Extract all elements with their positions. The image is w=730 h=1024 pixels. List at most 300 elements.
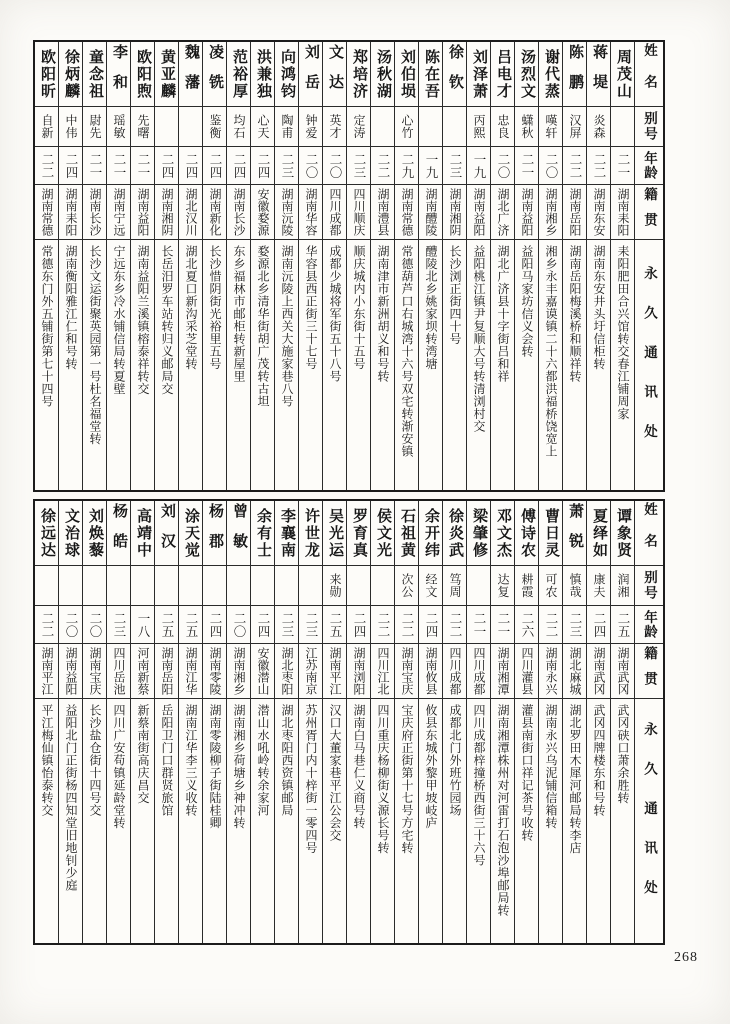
person-address: 新蔡南街高庆昌交	[131, 698, 154, 943]
person-column	[154, 501, 178, 943]
person-address: 成都北门外班竹园场	[443, 698, 466, 943]
person-column	[226, 42, 250, 490]
person-alias	[371, 565, 394, 605]
person-address: 汉口大董家巷平江公会交	[323, 698, 346, 943]
person-origin: 湖南长沙	[227, 184, 250, 239]
person-alias: 次公	[395, 565, 418, 605]
person-column	[370, 501, 394, 943]
person-column	[298, 501, 322, 943]
person-alias	[227, 565, 250, 605]
person-alias	[203, 565, 226, 605]
person-alias: 蟏秋	[515, 106, 538, 146]
person-name: 刘泽萧	[471, 48, 487, 100]
person-age: 二二	[371, 146, 394, 184]
person-alias	[419, 106, 442, 146]
person-address: 湖南东安井头圩信柜转	[587, 239, 610, 490]
person-address: 湖南岳阳梅溪桥和顺祥转	[563, 239, 586, 490]
person-address: 湖南零陵柳子街陆桂卿	[203, 698, 226, 943]
person-age: 二四	[251, 146, 274, 184]
person-column	[562, 501, 586, 943]
person-name: 郑培济	[351, 48, 367, 100]
person-age: 二三	[275, 605, 298, 643]
person-column	[538, 501, 562, 943]
person-alias: 经文	[419, 565, 442, 605]
person-column	[298, 42, 322, 490]
person-age: 二〇	[299, 146, 322, 184]
person-age: 二一	[611, 146, 634, 184]
person-origin: 湖南耒阳	[611, 184, 634, 239]
person-origin: 湖南湘阴	[443, 184, 466, 239]
person-column	[418, 501, 442, 943]
person-column	[35, 42, 58, 490]
person-name: 陈鹏	[567, 44, 583, 104]
person-age: 二一	[491, 605, 514, 643]
person-address: 长沙惜阴街光裕里五号	[203, 239, 226, 490]
person-address: 武冈硖口萧余胜转	[611, 698, 634, 943]
person-address: 常德东门外五铺街第七十四号	[35, 239, 58, 490]
header-address-label: 永久通讯处	[635, 698, 663, 943]
person-name: 徐远达	[39, 507, 55, 559]
header-alias-label: 别号	[635, 106, 663, 146]
person-column	[346, 501, 370, 943]
person-age: 二一	[107, 146, 130, 184]
person-address: 四川重庆杨柳街义源长号转	[371, 698, 394, 943]
person-address: 湖南湘潭株州对河雷打石泡沙埠邮局转	[491, 698, 514, 943]
person-age: 二三	[107, 605, 130, 643]
person-name: 涂天觉	[183, 507, 199, 559]
person-name: 许世龙	[303, 507, 319, 559]
person-origin: 湖南益阳	[131, 184, 154, 239]
person-age: 二二	[539, 605, 562, 643]
person-name: 徐钦	[447, 44, 463, 104]
person-origin: 湖南平江	[323, 643, 346, 698]
person-age: 二四	[155, 146, 178, 184]
person-alias: 瑶敏	[107, 106, 130, 146]
person-name: 范裕厚	[231, 48, 247, 100]
person-origin: 四川成都	[443, 643, 466, 698]
person-address: 灌县南街口祥记茶号收转	[515, 698, 538, 943]
person-age: 二四	[203, 146, 226, 184]
person-name: 欧阳昕	[39, 48, 55, 100]
person-origin: 湖南永兴	[539, 643, 562, 698]
person-age: 二〇	[83, 605, 106, 643]
person-column	[418, 42, 442, 490]
person-address: 长岳汨罗车站转归义邮局交	[155, 239, 178, 490]
header-alias-label: 别号	[635, 565, 663, 605]
person-column	[442, 42, 466, 490]
person-alias: 耕霞	[515, 565, 538, 605]
person-address: 长沙浏正街四十号	[443, 239, 466, 490]
person-column	[250, 501, 274, 943]
person-origin: 安徽婺源	[251, 184, 274, 239]
person-name: 刘焕藜	[87, 507, 103, 559]
person-address: 婺源北乡清华街胡广茂转古坦	[251, 239, 274, 490]
person-alias: 定涛	[347, 106, 370, 146]
person-column	[394, 42, 418, 490]
person-age: 一九	[419, 146, 442, 184]
person-name: 吴光运	[327, 507, 343, 559]
person-name: 凌铣	[207, 44, 223, 104]
person-address: 苏州胥门内十梓街一零四号	[299, 698, 322, 943]
header-column	[634, 42, 663, 490]
person-column	[178, 501, 202, 943]
person-column	[178, 42, 202, 490]
person-alias	[83, 565, 106, 605]
person-name: 徐炎武	[447, 507, 463, 559]
person-age: 二二	[371, 605, 394, 643]
person-alias	[251, 565, 274, 605]
page-number: 268	[674, 950, 698, 965]
person-address: 岳阳卫门口群贤旅馆	[155, 698, 178, 943]
person-column	[562, 42, 586, 490]
person-column	[58, 501, 82, 943]
directory-table-top	[33, 40, 665, 492]
person-column	[490, 501, 514, 943]
person-origin: 湖南益阳	[59, 643, 82, 698]
person-address: 武冈四牌楼东和号转	[587, 698, 610, 943]
person-column	[610, 501, 634, 943]
person-name: 石祖黄	[399, 507, 415, 559]
person-origin: 湖南澧县	[371, 184, 394, 239]
person-name: 萧锐	[567, 503, 583, 563]
person-origin: 湖南益阳	[515, 184, 538, 239]
person-origin: 湖南攸县	[419, 643, 442, 698]
person-column	[322, 501, 346, 943]
person-address: 湖南永兴乌泥铺信箱转	[539, 698, 562, 943]
person-address: 湖南衡阳雅江仁和号转	[59, 239, 82, 490]
person-origin: 湖南新化	[203, 184, 226, 239]
person-column	[130, 42, 154, 490]
header-address-label: 永久通讯处	[635, 239, 663, 490]
person-origin: 湖北汉川	[179, 184, 202, 239]
person-alias: 自新	[35, 106, 58, 146]
person-name: 周茂山	[615, 48, 631, 100]
person-origin: 湖南湘乡	[227, 643, 250, 698]
person-age: 二五	[323, 605, 346, 643]
person-column	[202, 42, 226, 490]
person-name: 陈在吾	[423, 48, 439, 100]
header-age-label: 年龄	[635, 146, 663, 184]
person-name: 文治球	[63, 507, 79, 559]
person-column	[346, 42, 370, 490]
person-name: 童念祖	[87, 48, 103, 100]
person-age: 二三	[443, 146, 466, 184]
person-origin: 湖北枣阳	[275, 643, 298, 698]
person-origin: 河南新蔡	[131, 643, 154, 698]
person-name: 李襄南	[279, 507, 295, 559]
person-address: 湖北夏口新沟采芝堂转	[179, 239, 202, 490]
person-name: 汤烈文	[519, 48, 535, 100]
person-alias: 炎森	[587, 106, 610, 146]
person-name: 杨郡	[207, 503, 223, 563]
person-age: 二九	[395, 146, 418, 184]
person-age: 二〇	[323, 146, 346, 184]
person-alias	[35, 565, 58, 605]
person-address: 顺庆城内小东街十五号	[347, 239, 370, 490]
person-alias	[443, 106, 466, 146]
person-origin: 江苏南京	[299, 643, 322, 698]
person-alias	[179, 565, 202, 605]
person-address: 平江梅仙镇怡泰转交	[35, 698, 58, 943]
person-age: 二二	[395, 605, 418, 643]
person-alias	[155, 106, 178, 146]
person-alias: 润湘	[611, 565, 634, 605]
person-age: 二四	[59, 146, 82, 184]
person-age: 二六	[515, 605, 538, 643]
person-alias: 来勋	[323, 565, 346, 605]
person-alias: 忠良	[491, 106, 514, 146]
person-age: 二五	[179, 605, 202, 643]
person-address: 湖南江华李三义收转	[179, 698, 202, 943]
person-column	[466, 501, 490, 943]
person-alias	[59, 565, 82, 605]
person-origin: 湖南常德	[395, 184, 418, 239]
person-address: 华容县西正街三十七号	[299, 239, 322, 490]
person-alias: 心竹	[395, 106, 418, 146]
person-age: 二一	[83, 146, 106, 184]
person-name: 刘岳	[303, 44, 319, 104]
person-origin: 湖南东安	[587, 184, 610, 239]
person-origin: 湖南宝庆	[395, 643, 418, 698]
person-alias: 鉴衡	[203, 106, 226, 146]
person-alias: 先曙	[131, 106, 154, 146]
person-age: 二二	[35, 146, 58, 184]
person-address: 湖南津市新洲胡义和号转	[371, 239, 394, 490]
person-name: 欧阳煦	[135, 48, 151, 100]
person-column	[202, 501, 226, 943]
person-origin: 湖南宁远	[107, 184, 130, 239]
person-alias	[299, 565, 322, 605]
person-alias	[371, 106, 394, 146]
person-age: 一九	[467, 146, 490, 184]
person-address: 湖北罗田木犀河邮局转李店	[563, 698, 586, 943]
person-origin: 湖南华容	[299, 184, 322, 239]
person-age: 二〇	[227, 605, 250, 643]
person-column	[106, 42, 130, 490]
person-name: 洪兼独	[255, 48, 271, 100]
person-name: 刘汉	[159, 503, 175, 563]
person-name: 魏藩	[183, 44, 199, 104]
person-address: 东乡福林市邮柜转新屋里	[227, 239, 250, 490]
header-origin-label: 籍贯	[635, 643, 663, 698]
person-name: 侯文光	[375, 507, 391, 559]
person-age: 二二	[563, 146, 586, 184]
person-age: 二三	[563, 605, 586, 643]
person-origin: 安徽潜山	[251, 643, 274, 698]
person-age: 二〇	[539, 146, 562, 184]
person-alias: 达复	[491, 565, 514, 605]
person-name: 罗育真	[351, 507, 367, 559]
person-name: 杨皓	[111, 503, 127, 563]
person-name: 夏绎如	[591, 507, 607, 559]
person-age: 二四	[347, 605, 370, 643]
person-origin: 湖南武冈	[587, 643, 610, 698]
person-column	[322, 42, 346, 490]
person-age: 一八	[131, 605, 154, 643]
person-column	[442, 501, 466, 943]
person-alias: 嘆轩	[539, 106, 562, 146]
person-age: 二二	[587, 146, 610, 184]
person-column	[610, 42, 634, 490]
person-alias: 丙熙	[467, 106, 490, 146]
person-address: 宝庆府正街第十七号方宅转	[395, 698, 418, 943]
person-alias: 钟爱	[299, 106, 322, 146]
person-name: 曹日灵	[543, 507, 559, 559]
person-age: 二二	[443, 605, 466, 643]
person-address: 湖南湘乡荷塘乡神冲转	[227, 698, 250, 943]
person-name: 余开纬	[423, 507, 439, 559]
person-alias	[467, 565, 490, 605]
person-alias: 陶甫	[275, 106, 298, 146]
person-name: 蒋堤	[591, 44, 607, 104]
person-age: 二四	[251, 605, 274, 643]
person-column	[514, 501, 538, 943]
person-name: 曾敏	[231, 503, 247, 563]
person-origin: 湖南耒阳	[59, 184, 82, 239]
person-name: 汤秋湖	[375, 48, 391, 100]
person-name: 李和	[111, 44, 127, 104]
person-address: 湘乡永丰嘉谟镇二十六都洪福桥饶宽上	[539, 239, 562, 490]
person-name: 吕电才	[495, 48, 511, 100]
person-column	[58, 42, 82, 490]
person-name: 谢代蒸	[543, 48, 559, 100]
person-address: 潜山水吼岭转余家河	[251, 698, 274, 943]
person-address: 湖北广济县十字街吕和祥	[491, 239, 514, 490]
person-name: 黄亚麟	[159, 48, 175, 100]
person-address: 益阳北门正街杨四知堂旧地钊少庭	[59, 698, 82, 943]
header-origin-label: 籍贯	[635, 184, 663, 239]
person-address: 长沙文运街聚英园第一号杜名福堂转	[83, 239, 106, 490]
person-origin: 湖南平江	[35, 643, 58, 698]
person-origin: 湖南益阳	[467, 184, 490, 239]
person-origin: 湖北广济	[491, 184, 514, 239]
person-address: 攸县东城外黎甲坡岐庐	[419, 698, 442, 943]
person-age: 二三	[347, 146, 370, 184]
person-address: 益阳桃江镇尹复顺大号转清浏村交	[467, 239, 490, 490]
person-column	[35, 501, 58, 943]
person-alias: 慎哉	[563, 565, 586, 605]
person-origin: 湖南岳阳	[563, 184, 586, 239]
person-address: 益阳马家坊信义会转	[515, 239, 538, 490]
person-column	[226, 501, 250, 943]
person-origin: 湖南武冈	[611, 643, 634, 698]
person-alias	[611, 106, 634, 146]
person-age: 二一	[515, 146, 538, 184]
person-age: 二五	[611, 605, 634, 643]
person-address: 湖南白马巷仁义商号转	[347, 698, 370, 943]
person-column	[514, 42, 538, 490]
person-column	[154, 42, 178, 490]
person-origin: 湖南零陵	[203, 643, 226, 698]
person-alias	[275, 565, 298, 605]
person-column	[370, 42, 394, 490]
person-name: 高靖中	[135, 507, 151, 559]
person-age: 二三	[275, 146, 298, 184]
person-alias	[107, 565, 130, 605]
person-age: 二〇	[491, 146, 514, 184]
person-age: 二四	[419, 605, 442, 643]
person-address: 成都少城将军街五十八号	[323, 239, 346, 490]
person-age: 二四	[203, 605, 226, 643]
person-origin: 湖南沅陵	[275, 184, 298, 239]
person-address: 醴陵北乡姚家坝转湾塘	[419, 239, 442, 490]
directory-tables	[33, 40, 665, 945]
directory-table-bottom	[33, 499, 665, 945]
person-alias: 笃周	[443, 565, 466, 605]
person-name: 余有士	[255, 507, 271, 559]
person-alias: 均石	[227, 106, 250, 146]
person-age: 二三	[299, 605, 322, 643]
person-alias: 英才	[323, 106, 346, 146]
person-name: 刘伯埙	[399, 48, 415, 100]
person-age: 二一	[467, 605, 490, 643]
person-origin: 四川成都	[467, 643, 490, 698]
header-name-label: 姓名	[642, 42, 657, 106]
person-alias	[347, 565, 370, 605]
person-column	[466, 42, 490, 490]
person-origin: 湖南湘阴	[155, 184, 178, 239]
person-alias: 可农	[539, 565, 562, 605]
header-column	[634, 501, 663, 943]
person-column	[394, 501, 418, 943]
person-column	[586, 42, 610, 490]
person-name: 徐炳麟	[63, 48, 79, 100]
header-age-label: 年龄	[635, 605, 663, 643]
person-alias: 心天	[251, 106, 274, 146]
person-column	[274, 501, 298, 943]
person-name: 谭象贤	[615, 507, 631, 559]
person-origin: 湖南湘潭	[491, 643, 514, 698]
person-origin: 湖南宝庆	[83, 643, 106, 698]
person-column	[130, 501, 154, 943]
person-origin: 四川江北	[371, 643, 394, 698]
person-column	[586, 501, 610, 943]
person-age: 二二	[35, 605, 58, 643]
person-alias: 汉屏	[563, 106, 586, 146]
person-column	[82, 42, 106, 490]
person-age: 二四	[227, 146, 250, 184]
person-column	[106, 501, 130, 943]
person-alias	[155, 565, 178, 605]
person-origin: 四川岳池	[107, 643, 130, 698]
person-origin: 湖南江华	[179, 643, 202, 698]
person-origin: 湖南浏阳	[347, 643, 370, 698]
person-origin: 湖南岳阳	[155, 643, 178, 698]
person-age: 二一	[131, 146, 154, 184]
person-column	[82, 501, 106, 943]
person-alias: 中伟	[59, 106, 82, 146]
person-column	[538, 42, 562, 490]
person-alias	[131, 565, 154, 605]
person-address: 四川成都梓撞桥西街三十六号	[467, 698, 490, 943]
person-origin: 四川成都	[323, 184, 346, 239]
person-origin: 四川灌县	[515, 643, 538, 698]
person-age: 二四	[587, 605, 610, 643]
person-name: 向鸿钧	[279, 48, 295, 100]
person-column	[250, 42, 274, 490]
person-address: 耒阳肥田合兴馆转交春江铺周家	[611, 239, 634, 490]
person-address: 四川广安苟镇延龄堂转	[107, 698, 130, 943]
person-address: 湖北枣阳西资镇邮局	[275, 698, 298, 943]
person-address: 湖南益阳兰溪镇榕泰祥转交	[131, 239, 154, 490]
header-name-label: 姓名	[642, 501, 657, 565]
person-address: 长沙盐仓街十四号交	[83, 698, 106, 943]
person-age: 二〇	[59, 605, 82, 643]
person-origin: 湖北麻城	[563, 643, 586, 698]
person-alias: 康夫	[587, 565, 610, 605]
person-address: 湖南沅陵上西关大施家巷八号	[275, 239, 298, 490]
person-alias: 尉先	[83, 106, 106, 146]
